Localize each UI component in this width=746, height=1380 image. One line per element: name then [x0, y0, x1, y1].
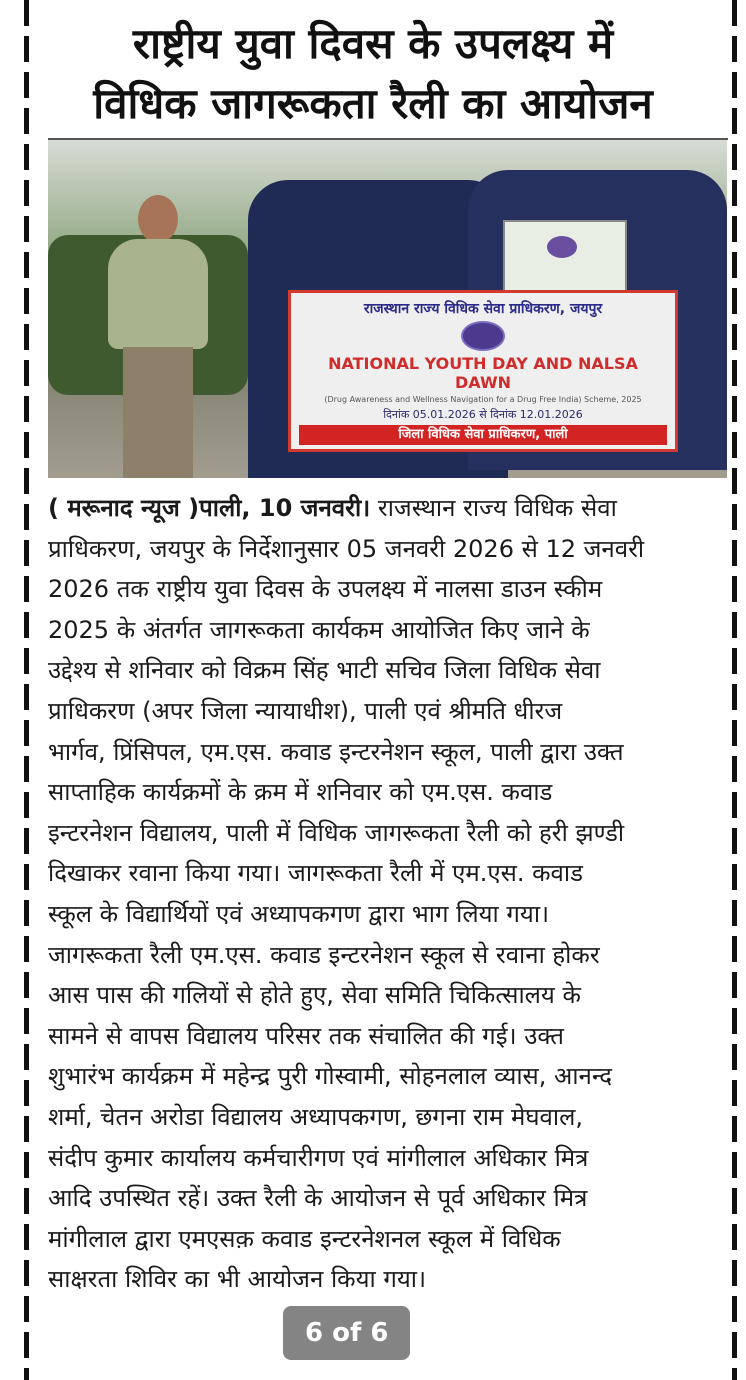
article-line: आस पास की गलियों से होते हुए, सेवा समिति चिकित्सालय के — [48, 981, 581, 1010]
headline-line-2: विधिक जागरूकता रैली का आयोजन — [93, 79, 653, 128]
article-line: साप्ताहिक कार्यक्रमों के क्रम में शनिवार को एम.एस. कवाड — [48, 778, 553, 807]
article-line: मांगीलाल द्वारा एमएसक़ कवाड इन्टरनेशनल स्कूल में विधिक — [48, 1224, 561, 1253]
article-line: 2025 के अंतर्गत जागरूकता कार्यकम आयोजित किए जाने के — [48, 615, 590, 644]
banner-subtitle: (Drug Awareness and Wellness Navigation for a Drug Free India) Scheme, 2025 — [324, 395, 642, 404]
article-body — [48, 488, 724, 1300]
article-line: उद्देश्य से शनिवार को विक्रम सिंह भाटी सचिव जिला विधिक सेवा — [48, 656, 601, 685]
article-line: सामने से वापस विद्यालय परिसर तक संचालित की गई। उक्त — [48, 1021, 564, 1050]
article-line: दिखाकर रवाना किया गया। जागरूकता रैली में एम.एस. कवाड — [48, 859, 583, 888]
article-line: शर्मा, चेतन अरोडा विद्यालय अध्यापकगण, छगना राम मेघवाल, — [48, 1102, 583, 1131]
article-line: भार्गव, प्रिंसिपल, एम.एस. कवाड इन्टरनेशन स्कूल, पाली द्वारा उक्त — [48, 737, 624, 766]
dashed-border-right — [732, 0, 737, 1380]
article-line: इन्टरनेशन विद्यालय, पाली में विधिक जागरूकता रैली को हरी झण्डी — [48, 818, 625, 847]
article-line: 2026 तक राष्ट्रीय युवा दिवस के उपलक्ष्य में नालसा डाउन स्कीम — [48, 575, 603, 604]
page-indicator: 6 of 6 — [283, 1306, 410, 1360]
rally-banner — [288, 290, 678, 452]
dashed-border-left — [24, 0, 29, 1380]
article-line: साक्षरता शिविर का भी आयोजन किया गया। — [48, 1265, 427, 1294]
article-line: आदि उपस्थित रहें। उक्त रैली के आयोजन से पूर्व अधिकार मित्र — [48, 1184, 588, 1213]
headline-line-1: राष्ट्रीय युवा दिवस के उपलक्ष्य में — [132, 19, 614, 68]
banner-footer: जिला विधिक सेवा प्राधिकरण, पाली — [299, 425, 667, 445]
banner-top-text: राजस्थान राज्य विधिक सेवा प्राधिकरण, जयपुर — [363, 301, 603, 317]
seal-logo — [461, 321, 505, 351]
rally-photo — [48, 140, 727, 478]
article-line-start: राजस्थान राज्य विधिक सेवा — [370, 494, 617, 522]
banner-dates: दिनांक 05.01.2026 से दिनांक 12.01.2026 — [383, 408, 583, 421]
article-line: संदीप कुमार कार्यालय कर्मचारीगण एवं मांगीलाल अधिकार मित्र — [48, 1143, 589, 1172]
article-line: प्राधिकरण (अपर जिला न्यायाधीश), पाली एवं श्रीमति धीरज — [48, 696, 563, 725]
article-line: प्राधिकरण, जयपुर के निर्देशानुसार 05 जनवरी 2026 से 12 जनवरी — [48, 534, 645, 563]
dateline: ( मरूनाद न्यूज )पाली, 10 जनवरी। — [48, 494, 371, 522]
article-line — [48, 488, 724, 529]
teacher-figure — [103, 195, 213, 478]
article-line: स्कूल के विद्यार्थियों एवं अध्यापकगण द्वारा भाग लिया गया। — [48, 899, 550, 928]
article-line: जागरूकता रैली एम.एस. कवाड इन्टरनेशन स्कूल से रवाना होकर — [48, 940, 600, 969]
banner-title: NATIONAL YOUTH DAY AND NALSA DAWN — [328, 354, 638, 392]
article-line: शुभारंभ कार्यक्रम में महेन्द्र पुरी गोस्वामी, सोहनलाल व्यास, आनन्द — [48, 1062, 613, 1091]
